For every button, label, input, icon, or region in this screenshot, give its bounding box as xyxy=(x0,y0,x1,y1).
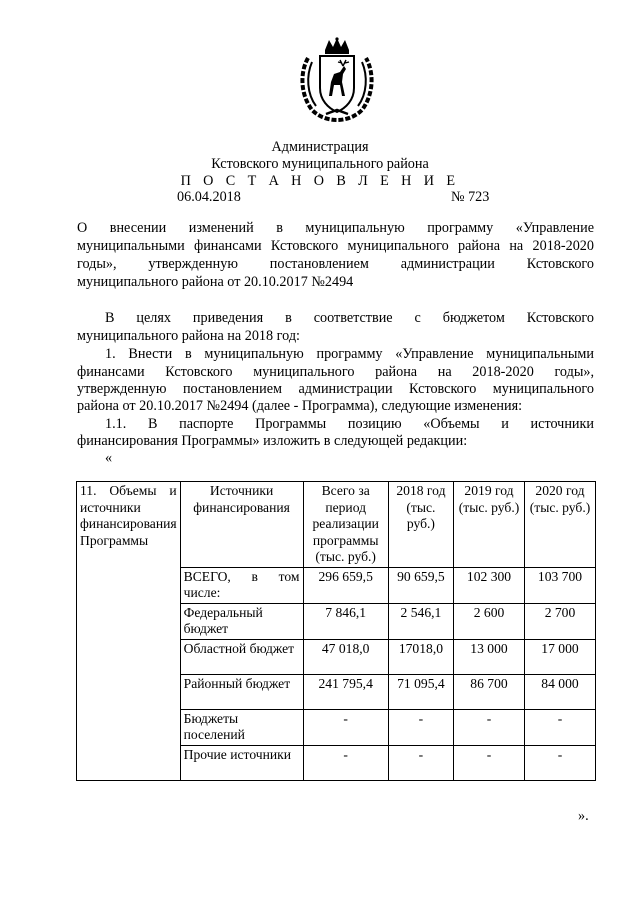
year-2020-cell: - xyxy=(524,709,595,745)
year-2018-cell: 90 659,5 xyxy=(388,567,453,603)
header-cell: Источники финансирования xyxy=(180,482,303,568)
total-cell: 296 659,5 xyxy=(303,567,388,603)
header-cell: Всего за период реализации программы (тыс. руб.) xyxy=(303,482,388,568)
header-cell: 2020 год (тыс. руб.) xyxy=(524,482,595,568)
body-line: муниципального района на 2018 год: xyxy=(77,328,300,344)
year-2020-cell: 17 000 xyxy=(524,639,595,674)
document-number: № 723 xyxy=(451,189,490,205)
body-line: утвержденную постановлением администрации Кстовского муниципального xyxy=(77,381,594,397)
year-2019-cell: - xyxy=(454,709,525,745)
document-type: П О С Т А Н О В Л Е Н И Е xyxy=(180,173,460,189)
year-2018-cell: 17018,0 xyxy=(388,639,453,674)
title-line: О внесении изменений в муниципальную программу «Управление xyxy=(77,220,594,236)
org-district: Кстовского муниципального района xyxy=(211,156,429,172)
source-cell: Бюджеты поселений xyxy=(180,709,303,745)
closing-quote: ». xyxy=(578,808,589,824)
year-2020-cell: 2 700 xyxy=(524,603,595,639)
section-label-cell: 11. Объемы и источники финансирования Программы xyxy=(77,482,181,781)
year-2019-cell: 102 300 xyxy=(454,567,525,603)
year-2018-cell: 71 095,4 xyxy=(388,674,453,709)
source-cell: Районный бюджет xyxy=(180,674,303,709)
year-2019-cell: 86 700 xyxy=(454,674,525,709)
year-2019-cell: 13 000 xyxy=(454,639,525,674)
year-2020-cell: 103 700 xyxy=(524,567,595,603)
coat-of-arms-icon xyxy=(296,36,378,122)
body-line: 1.1. В паспорте Программы позицию «Объемы и источники xyxy=(105,416,594,432)
year-2019-cell: - xyxy=(454,745,525,780)
total-cell: - xyxy=(303,745,388,780)
source-cell: ВСЕГО, в том числе: xyxy=(183,568,300,600)
body-line: В целях приведения в соответствие с бюджетом Кстовского xyxy=(105,310,594,326)
year-2020-cell: - xyxy=(524,745,595,780)
title-line: муниципальными финансами Кстовского муниципального района на 2018-2020 xyxy=(77,238,594,254)
financing-table xyxy=(76,481,596,781)
year-2018-cell: 2 546,1 xyxy=(388,603,453,639)
header-cell: 2018 год (тыс. руб.) xyxy=(388,482,453,568)
body-line: 1. Внести в муниципальную программу «Управление муниципальными xyxy=(105,346,594,362)
table-header-row xyxy=(77,482,596,568)
document-date: 06.04.2018 xyxy=(177,189,241,205)
total-cell: - xyxy=(303,709,388,745)
org-name: Администрация xyxy=(271,139,369,155)
body-line: финансирования Программы» изложить в следующей редакции: xyxy=(77,433,468,449)
source-cell: Прочие источники xyxy=(180,745,303,780)
year-2018-cell: - xyxy=(388,709,453,745)
opening-quote: « xyxy=(105,450,113,466)
body-line: финансами Кстовского муниципального района на 2018-2020 годы», xyxy=(77,364,594,380)
year-2019-cell: 2 600 xyxy=(454,603,525,639)
body-line: района от 20.10.2017 №2494 (далее - Программа), следующие изменения: xyxy=(77,398,523,414)
total-cell: 47 018,0 xyxy=(303,639,388,674)
year-2018-cell: - xyxy=(388,745,453,780)
title-line: муниципального района от 20.10.2017 №2494 xyxy=(77,274,354,290)
source-cell: Областной бюджет xyxy=(180,639,303,674)
source-cell: Федеральный бюджет xyxy=(180,603,303,639)
title-line: годы», утвержденную постановлением администрации Кстовского xyxy=(77,256,594,272)
total-cell: 241 795,4 xyxy=(303,674,388,709)
header-cell: 2019 год (тыс. руб.) xyxy=(454,482,525,568)
total-cell: 7 846,1 xyxy=(303,603,388,639)
year-2020-cell: 84 000 xyxy=(524,674,595,709)
